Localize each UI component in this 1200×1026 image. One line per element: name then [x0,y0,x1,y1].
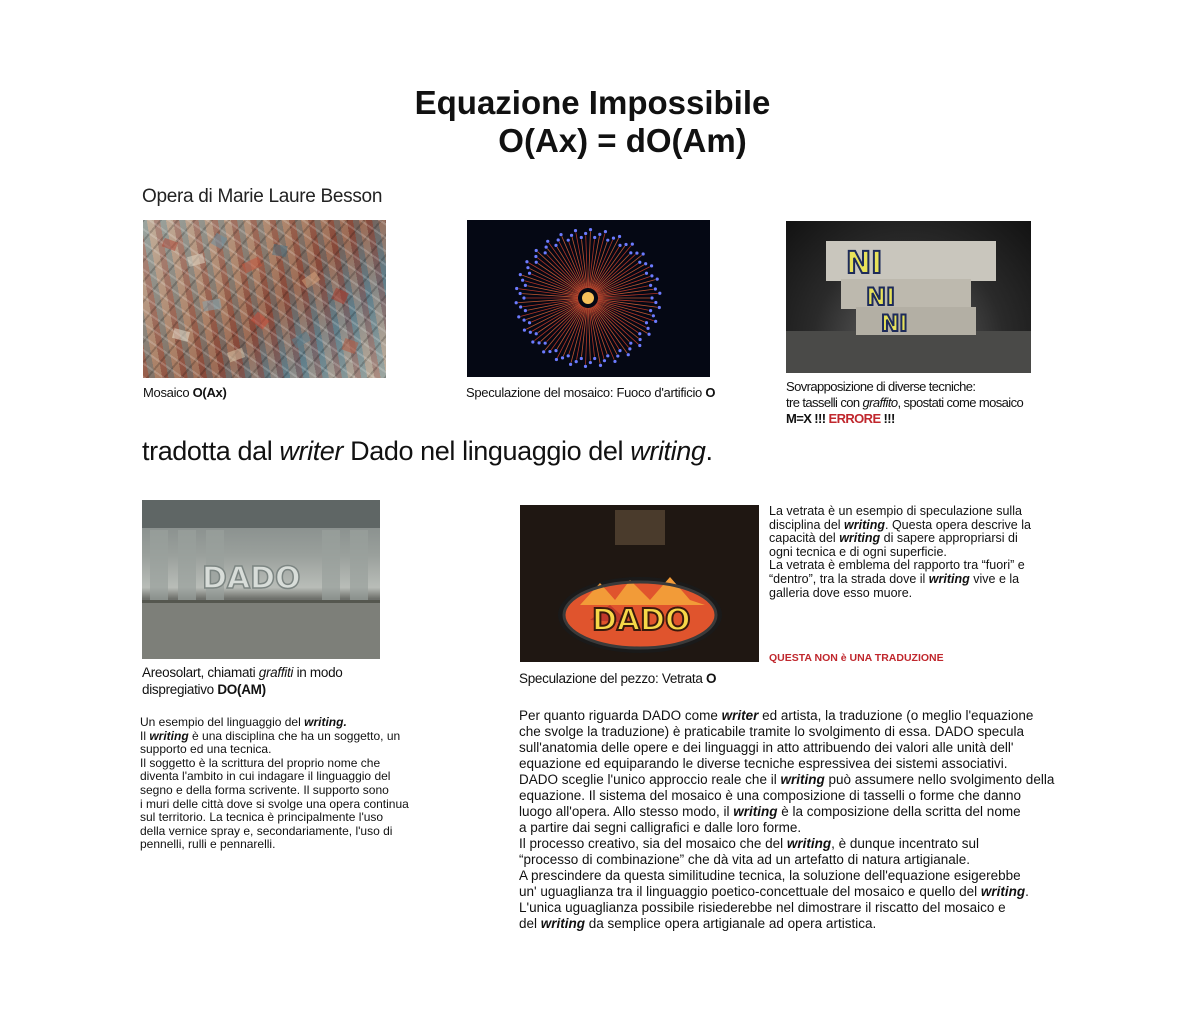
caption-mosaic: Mosaico O(Ax) [143,385,227,400]
vetrata-line2: disciplina del writing. Questa opera descrive la [769,517,1031,532]
graffiti-blocks-drawing [786,221,1031,373]
firework-image [467,220,710,377]
caption-firework: Speculazione del mosaico: Fuoco d'artificio O [466,385,716,400]
caption-aerosol-line1: Areosolart, chiamati graffiti in modo [142,665,343,680]
page-title [0,84,1185,160]
stained-glass-image [520,505,759,662]
section-headline: tradotta dal writer Dado nel linguaggio del writing. [142,436,713,466]
svg-text:NI: NI [866,283,896,311]
caption-vetrata: Speculazione del pezzo: Vetrata O [519,671,717,686]
svg-text:NI: NI [881,312,908,337]
not-a-translation-note: QUESTA NON è UNA TRADUZIONE [769,652,944,664]
svg-text:DADO: DADO [592,603,691,638]
caption-overlay-line3: M=X !!! ERRORE !!! [786,411,895,426]
caption-overlay-line2: tre tasselli con graffito, spostati come mosaico [786,395,1024,410]
graffiti-hall-drawing [142,500,380,659]
caption-aerosol-line2: dispregiativo DO(AM) [142,682,266,697]
vetrata-description: La vetrata è un esempio di speculazione sulla disciplina del writing. Questa opera descrive la capacità del writing di sapere appropriarsi di ogni tecnica e di ogni superficie. La vetrata è emblema del rapporto tra “fuori” e “dentro”, tra la strada dove il writing vive e la galleria dove esso muore. [769,505,1059,600]
right-line7: luogo all'opera. Allo stesso modo, il writing è la composizione della scritta del nome [519,804,1021,819]
graffiti-blocks-image [786,221,1031,373]
svg-text:DADO: DADO [202,561,301,596]
right-line14: del writing da semplice opera artigianale ad opera artistica. [519,916,877,931]
graffiti-hall-image [142,500,380,659]
caption-aerosol [142,664,343,698]
writing-explanation: Un esempio del linguaggio del writing. Il writing è una disciplina che ha un soggetto, un supporto ed una tecnica. Il soggetto è la scrittura del proprio nome che diventa l'ambito in cui indagare il linguaggio del segno e della forma scrivente. Il supporto sono i muri delle città dove si svolge una opera continua sul territorio. La tecnica è principalmente l'uso della vernice spray e, secondariamente, l'uso di pennelli, rulli e pennarelli. [140,716,440,852]
vetrata-line6: “dentro”, tra la strada dove il writing vive e la [769,571,1020,586]
mosaic-tiles [143,220,386,378]
title-line-1: Equazione Impossibile [414,84,771,121]
title-line-2: O(Ax) = dO(Am) [498,122,747,159]
mosaic-image [143,220,386,378]
right-line1: Per quanto riguarda DADO come writer ed artista, la traduzione (o meglio l'equazione [519,708,1034,723]
dado-equation-text: Per quanto riguarda DADO come writer ed artista, la traduzione (o meglio l'equazione che svolge la traduzione) è praticabile tramite lo svolgimento di essa. DADO specula sull'anatomia delle opere e dei linguaggi in atto attribuendo dei valori alle unità dell' equazione ed equiparando le diverse tecniche espressivea dei sistemi associativi. DADO sceglie l'unico approccio reale che il writing può assumere nello svolgimento della equazione. Il sistema del mosaico è una composizione di tasselli o forme che danno luogo all'opera. Allo stesso modo, il writing è la composizione della scritta del nome a partire dai segni calligrafici e dalle loro forme. Il processo creativo, sia del mosaico che del writing, è dunque incentrato sul “processo di combinazione” che dà vita ad un artefatto di natura artigianale. A prescindere da questa similitudine tecnica, la soluzione dell'equazione esigerebbe un' uguaglianza tra il linguaggio poetico-concettuale del mosaico e quello del writing. L'unica uguaglianza possibile risiederebbe nel dimostrare il riscatto del mosaico e del writing da semplice opera artigianale ad opera artistica. [519,708,1079,932]
stained-glass-drawing [520,505,759,662]
vetrata-line3: capacità del writing di sapere appropriarsi di [769,531,1018,546]
left-line1: Un esempio del linguaggio del writing. [140,715,347,729]
subtitle: Opera di Marie Laure Besson [142,186,383,207]
right-line12: un' uguaglianza tra il linguaggio poetico-concettuale del mosaico e quello del writing. [519,884,1029,899]
right-line9: Il processo creativo, sia del mosaico che del writing, è dunque incentrato sul [519,836,979,851]
svg-text:NI: NI [846,246,883,281]
left-line2: Il writing è una disciplina che ha un soggetto, un [140,728,401,743]
right-line5: DADO sceglie l'unico approccio reale che il writing può assumere nello svolgimento della [519,772,1055,787]
firework-burst [467,220,710,377]
caption-overlay: Sovrapposizione di diverse tecniche: tre tasselli con graffito, spostati come mosaico M=X !!! ERRORE !!! [786,379,1024,426]
